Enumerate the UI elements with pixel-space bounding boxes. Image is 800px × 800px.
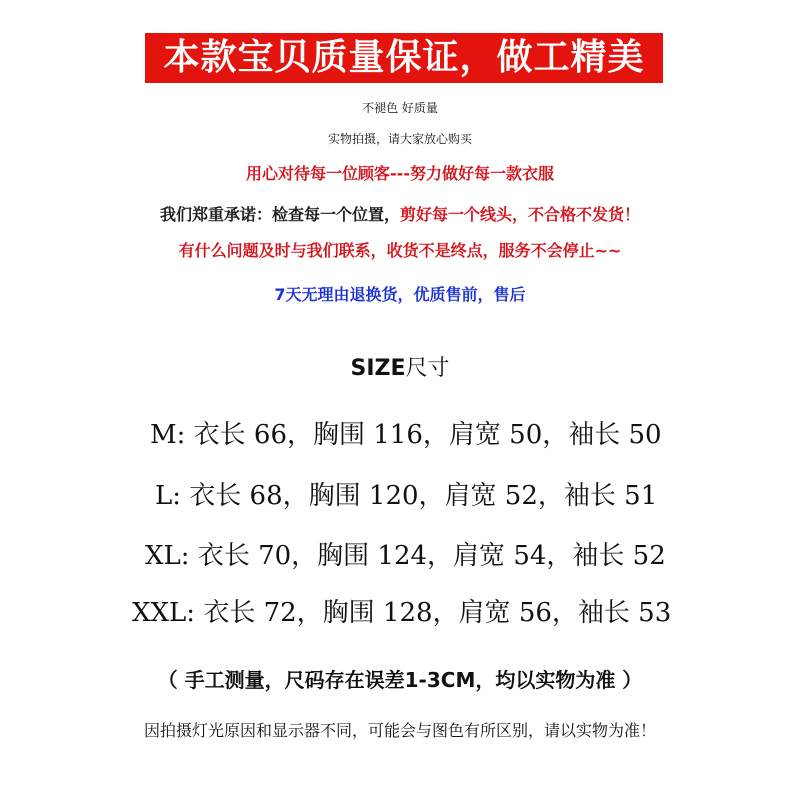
promise-line-2-tail: 剪好每一个线头，不合格不发货！ [400, 205, 641, 224]
size-row-xxl [0, 592, 800, 629]
size-title [0, 351, 800, 382]
promise-line-2-middle: 检查每一个位置， [271, 205, 400, 224]
color-disclaimer: 因拍摄灯光原因和显示器不同，可能会与图色有所区别，请以实物为准！ [143, 721, 656, 740]
intro-line-2: 实物拍摄，请大家放心购买 [327, 132, 472, 146]
size-label: XXL: [132, 598, 196, 628]
measurement-note: （ 手工测量，尺码存在误差1-3CM，均以实物为准 ） [157, 668, 643, 692]
size-label: L: [155, 481, 182, 511]
size-measurements: 衣长 70，胸围 124，肩宽 54，袖长 52 [197, 541, 666, 571]
size-measurements: 衣长 66，胸围 116，肩宽 50，袖长 50 [193, 420, 662, 450]
size-row-xl [0, 535, 800, 572]
quality-banner: 本款宝贝质量保证，做工精美 [145, 33, 663, 83]
size-label: XL: [145, 541, 190, 571]
promise-line-2 [0, 202, 800, 225]
size-label: M: [150, 420, 186, 450]
size-title-latin: SIZE [350, 356, 406, 381]
promise-line-4: 7天无理由退换货，优质售前，售后 [274, 285, 526, 304]
promise-line-3: 有什么问题及时与我们联系，收货不是终点，服务不会停止~~ [178, 241, 622, 260]
promise-line-1: 用心对待每一位顾客---努力做好每一款衣服 [246, 164, 554, 183]
size-measurements: 衣长 68，胸围 120，肩宽 52，袖长 51 [189, 481, 658, 511]
size-row-m [0, 414, 800, 451]
size-measurements: 衣长 72，胸围 128，肩宽 56，袖长 53 [203, 598, 672, 628]
promise-line-2-lead: 我们郑重承诺： [159, 205, 272, 224]
size-title-cjk: 尺寸 [405, 356, 450, 381]
intro-line-1: 不褪色 好质量 [362, 101, 438, 115]
size-row-l [0, 475, 800, 512]
